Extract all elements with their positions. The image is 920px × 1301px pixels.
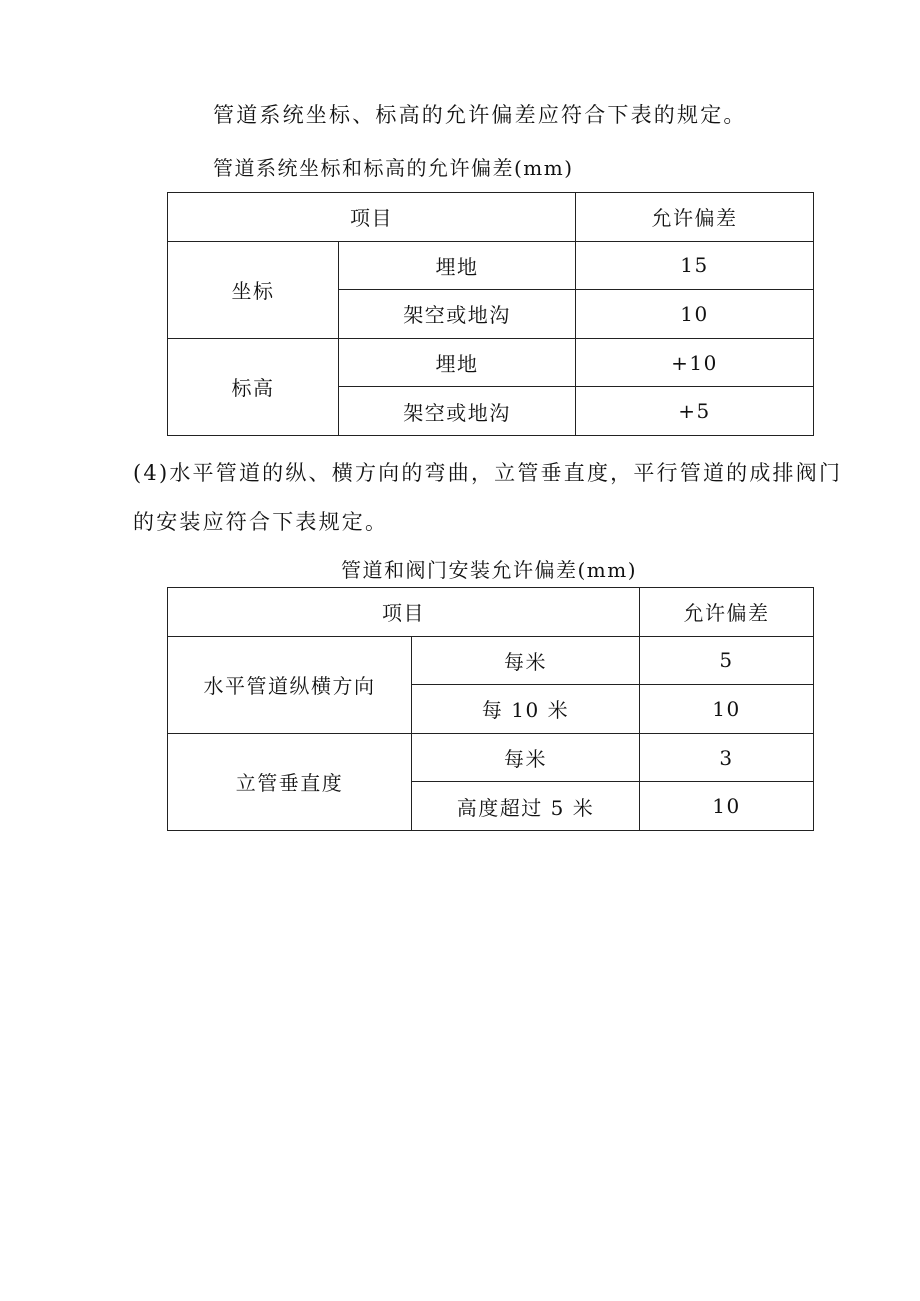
header-tolerance-cell: 允许偏差 [640,588,814,637]
sub-item-cell: 架空或地沟 [339,387,576,436]
tolerance-value-cell: +10 [576,338,814,387]
paragraph-4-line-2: 的安装应符合下表规定。 [133,510,389,534]
group-name-cell: 标高 [168,338,339,435]
table-row [168,338,814,387]
header-tolerance-cell: 允许偏差 [576,193,814,242]
sub-item-cell: 每 10 米 [412,685,640,734]
table1-caption: 管道系统坐标和标高的允许偏差(mm) [213,156,574,180]
header-item-cell: 项目 [168,588,640,637]
tolerance-value-cell: 10 [640,782,814,831]
table2-caption: 管道和阀门安装允许偏差(mm) [341,558,638,582]
tolerance-value-cell: 5 [640,636,814,685]
tolerance-value-cell: +5 [576,387,814,436]
table-header-row [168,193,814,242]
sub-item-cell: 每米 [412,733,640,782]
tolerance-value-cell: 10 [576,290,814,339]
tolerance-value-cell: 15 [576,241,814,290]
group-name-cell: 水平管道纵横方向 [168,636,412,733]
paragraph-4-line-1: (4)水平管道的纵、横方向的弯曲，立管垂直度，平行管道的成排阀门 [133,461,843,485]
table-header-row [168,588,814,637]
table1-coordinate-elevation-tolerance [167,192,814,436]
sub-item-cell: 每米 [412,636,640,685]
sub-item-cell: 埋地 [339,241,576,290]
tolerance-value-cell: 3 [640,733,814,782]
intro-paragraph: 管道系统坐标、标高的允许偏差应符合下表的规定。 [213,103,747,127]
header-item-cell: 项目 [168,193,576,242]
table-row [168,733,814,782]
table2-pipe-valve-tolerance [167,587,814,831]
table-row [168,241,814,290]
sub-item-cell: 高度超过 5 米 [412,782,640,831]
table-row [168,636,814,685]
group-name-cell: 立管垂直度 [168,733,412,830]
sub-item-cell: 埋地 [339,338,576,387]
sub-item-cell: 架空或地沟 [339,290,576,339]
tolerance-value-cell: 10 [640,685,814,734]
group-name-cell: 坐标 [168,241,339,338]
